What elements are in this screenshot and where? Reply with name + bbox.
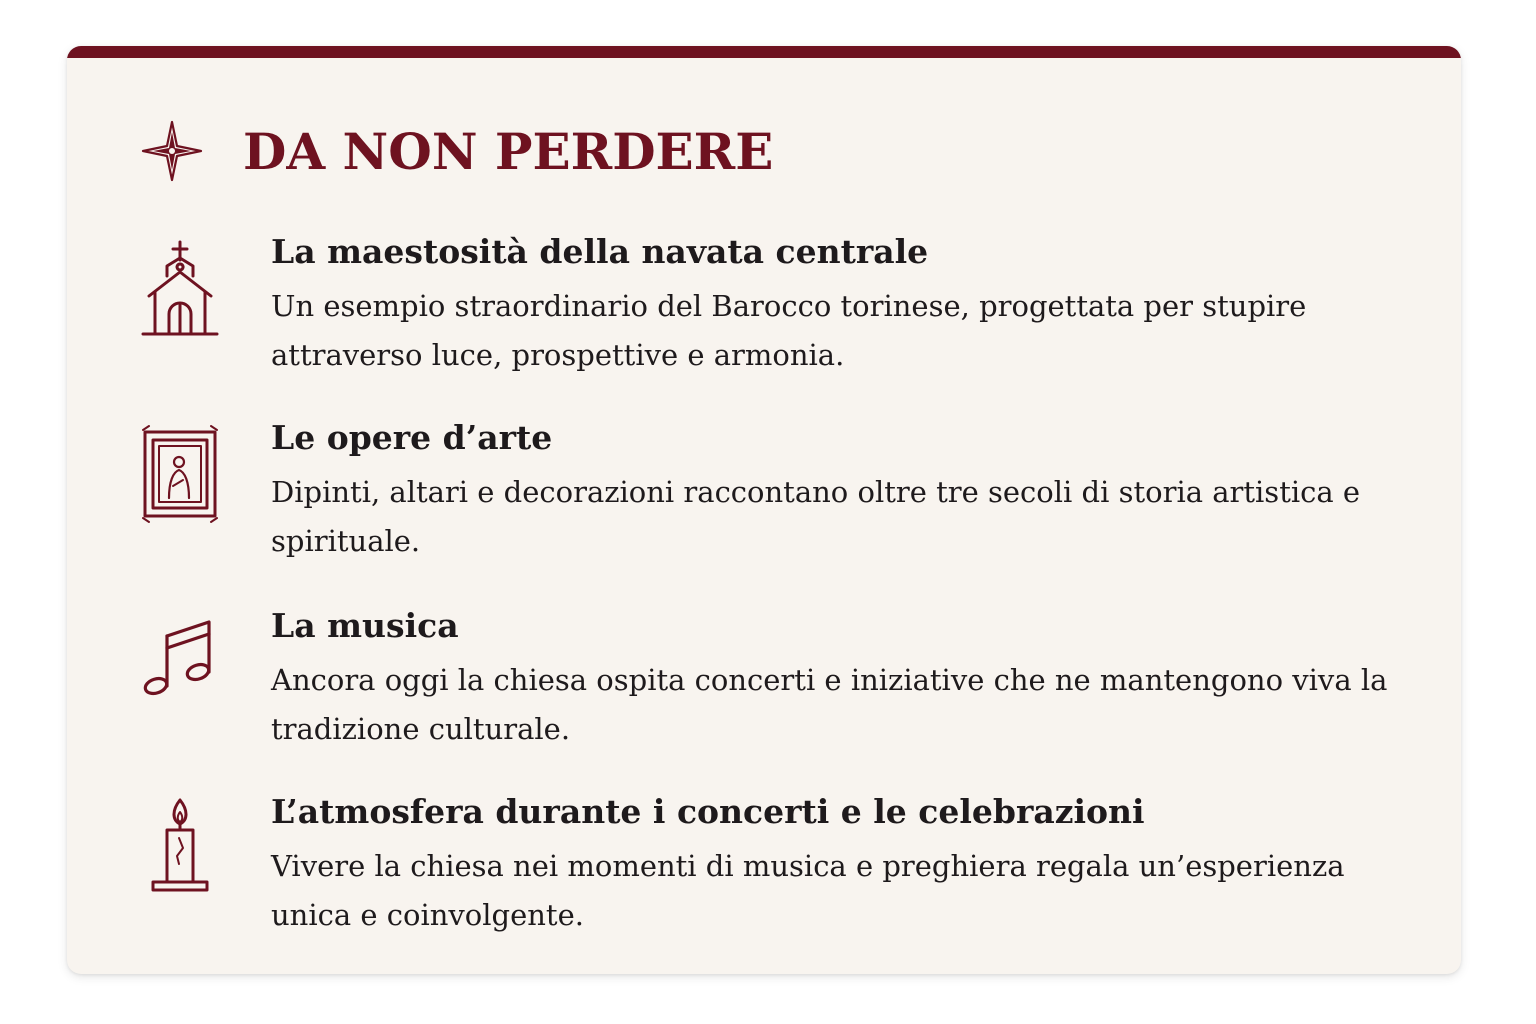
item-description: Vivere la chiesa nei momenti di musica e preghiera regala un’esperienza unica e coinvolgente. [271,849,1345,932]
highlights-card [67,46,1461,974]
item-title: La musica [271,606,459,645]
section-title: DA NON PERDERE [243,121,774,181]
music-note-icon [139,612,221,712]
item-description: Dipinti, altari e decorazioni raccontano oltre tre secoli di storia artistica e spirituale. [271,475,1361,558]
framed-painting-icon [139,424,221,524]
item-description: Un esempio straordinario del Barocco torinese, progettata per stupire attraverso luce, prospettive e armonia. [271,289,1307,372]
section-header [141,116,773,186]
compass-star-icon [141,120,203,182]
card-top-accent-bar [67,46,1461,58]
item-title: La maestosità della navata centrale [271,232,929,271]
item-description: Ancora oggi la chiesa ospita concerti e iniziative che ne mantengono viva la tradizione culturale. [271,663,1388,746]
item-title: Le opere d’arte [271,418,553,457]
church-icon [139,238,221,338]
item-title: L’atmosfera durante i concerti e le celebrazioni [271,792,1145,831]
candle-icon [139,798,221,898]
